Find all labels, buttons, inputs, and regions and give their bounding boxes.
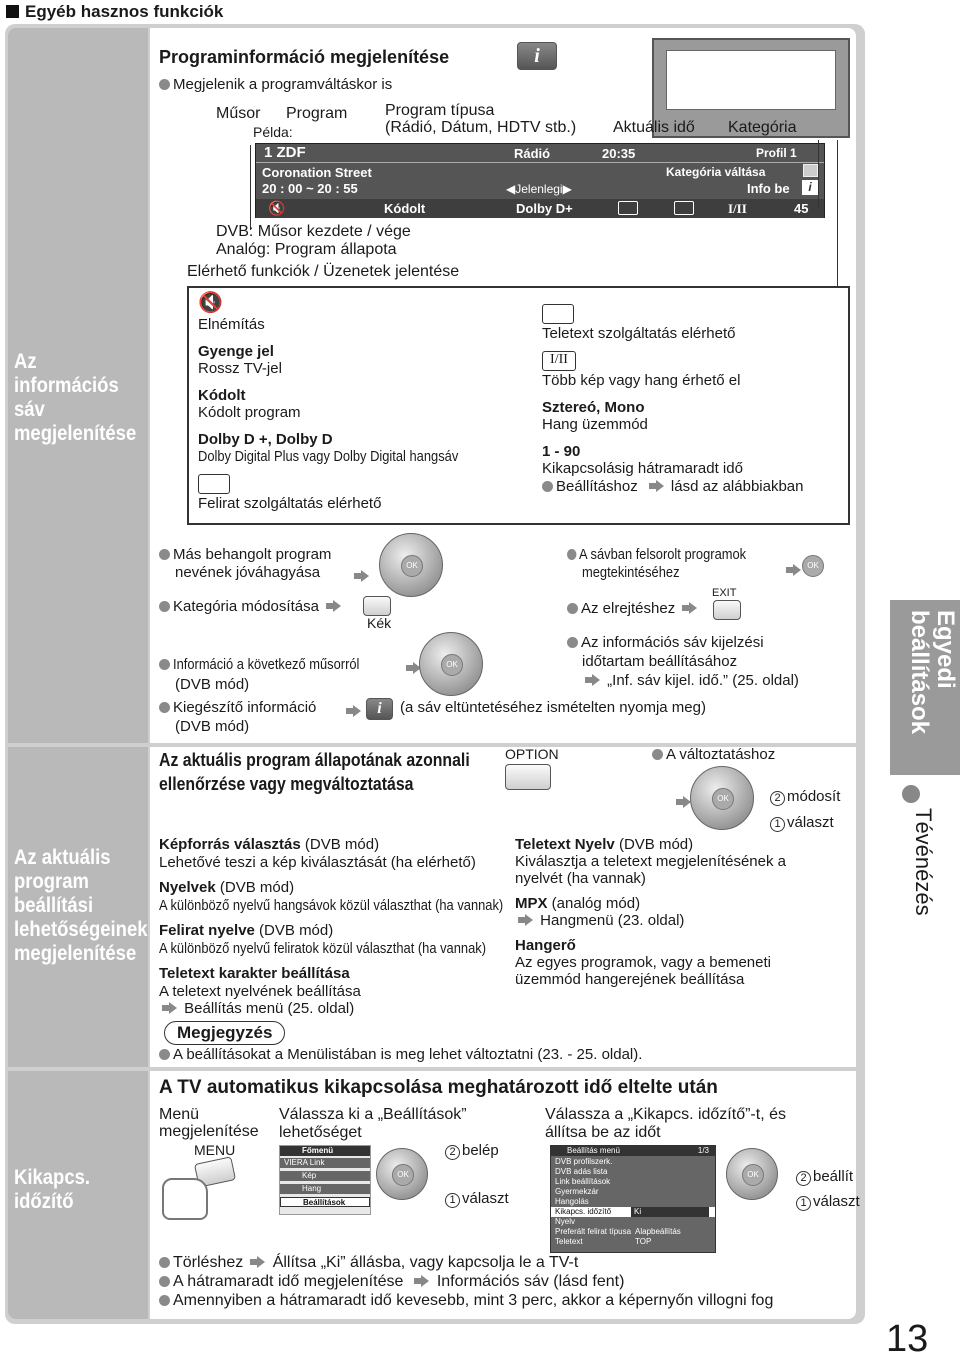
settings-row[interactable]: Gyermekzár: [555, 1187, 599, 1196]
nav-category: Kategória módosítása: [159, 598, 344, 615]
arrow-icon: [358, 568, 372, 586]
bar-dual: I/II: [728, 201, 747, 216]
bar-now: ◀Jelenlegi▶: [506, 182, 572, 196]
dpad-ok-2: OK: [419, 632, 483, 696]
bullet-remaining: A hátramaradt idő megjelenítése Információs sáv (lásd fent): [159, 1273, 624, 1291]
legend-dolby-title: Dolby D +, Dolby D: [198, 431, 333, 448]
bar-category-change: Kategória váltása: [666, 165, 766, 179]
dvb-note: DVB: Műsor kezdete / vége: [216, 223, 411, 240]
nav-duration-3: „Inf. sáv kijel. idő.” (25. oldal): [582, 672, 799, 689]
nav-extra-2: (DVB mód): [175, 718, 250, 735]
label-pelda: Példa:: [253, 124, 293, 140]
bar-program: 1 ZDF: [264, 144, 306, 161]
callout-line: [250, 145, 251, 230]
settings-row[interactable]: Link beállítások: [555, 1177, 611, 1186]
section3-title: A TV automatikus kikapcsolása meghatározott idő eltelte után: [159, 1077, 718, 1098]
enter-label: 2 belép: [445, 1142, 499, 1160]
step2-a: Válassza ki a „Beállítások”: [279, 1106, 467, 1123]
settings-row[interactable]: Nyelv: [555, 1217, 576, 1226]
nav-hide: Az elrejtéshez: [567, 600, 700, 617]
modify-label: 2 módosít: [770, 788, 840, 806]
main-menu-viera: VIERA Link: [280, 1158, 370, 1168]
bar-time: 20:35: [602, 146, 636, 161]
step3-a: Válassza a „Kikapcs. időzítő”-t, és: [545, 1106, 786, 1123]
step1-b: megjelenítése: [159, 1123, 259, 1140]
nav-extra: Kiegészítő információ: [159, 699, 316, 716]
shown-note: Megjelenik a programváltáskor is: [159, 76, 392, 93]
main-menu-title: Főmenü: [280, 1146, 370, 1156]
select-label-2: 1 választ: [445, 1190, 509, 1208]
section2-title-2: ellenőrzése vagy megváltoztatása: [159, 774, 414, 794]
blue-label: Kék: [367, 615, 392, 631]
blue-key-icon: [803, 164, 818, 177]
section-header: Egyéb hasznos funkciók: [6, 2, 223, 22]
settings-row[interactable]: Hangolás: [555, 1197, 589, 1206]
legend-multi: Több kép vagy hang érhető el: [542, 372, 741, 389]
nav-next-2: (DVB mód): [175, 676, 250, 693]
nav-other: Más behangolt program: [159, 546, 331, 563]
info-bar: [255, 143, 825, 218]
nav-list: A sávban felsorolt programok: [567, 546, 746, 563]
legend-subtitle: Felirat szolgáltatás elérhető: [198, 495, 382, 512]
bar-dolby: Dolby D+: [516, 201, 573, 216]
legend-weak-desc: Rossz TV-jel: [198, 360, 282, 377]
legend-stereo-desc: Hang üzemmód: [542, 416, 648, 433]
legend-stereo-title: Sztereó, Mono: [542, 399, 645, 416]
legend-teletext: Teletext szolgáltatás elérhető: [542, 325, 736, 342]
bar-profile: Profil 1: [756, 146, 797, 160]
dpad-ok-3: OK: [690, 766, 754, 830]
main-menu: [279, 1145, 371, 1215]
main-menu-settings[interactable]: Beállítások: [280, 1197, 370, 1207]
note-text: A beállításokat a Menülistában is meg lehet változtatni (23. - 25. oldal).: [159, 1046, 642, 1063]
select-label-3: 1 választ: [796, 1193, 860, 1211]
tab-title: Egyedi beállítások: [906, 610, 959, 735]
options-left: Képforrás választás (DVB mód) Lehetővé teszi a kép kiválasztását (ha elérhető) Nyelvek (DVB mód) A különböző nyelvű hangsávok közül választhat (ha vannak) Felirat nyelve (DVB mód) A különböző nyelvű feliratok közül választhat (ha vannak) Teletext karakter beállítása A teletext nyelvének beállítása Beállítás menü (25. oldal): [159, 836, 504, 1017]
legend-coded-title: Kódolt: [198, 387, 246, 404]
side-label-settings: Az aktuális program beállítási lehetőségeinek megjelenítése: [14, 846, 148, 965]
bar-teletext-icon: [674, 201, 694, 215]
ok-button: OK: [802, 555, 824, 577]
note-label: Megjegyzés: [164, 1021, 285, 1045]
tab-subtitle: Tévénézés: [911, 808, 936, 916]
label-type: Program típusa: [385, 102, 495, 119]
tab-dot: [902, 785, 920, 803]
dpad-ok-4: OK: [376, 1148, 428, 1200]
settings-row-pref[interactable]: Preferált felirat típusa Alapbeállítás: [555, 1227, 681, 1236]
page-number: 13: [886, 1318, 929, 1360]
bar-coded: Kódolt: [384, 201, 426, 216]
exit-button: [713, 600, 741, 620]
analog-note: Analóg: Program állapota: [216, 241, 397, 258]
select-label: 1 választ: [770, 814, 834, 832]
section2-title: Az aktuális program állapotának azonnali: [159, 750, 470, 770]
hand-icon: [162, 1178, 208, 1220]
label-type-examples: (Rádió, Dátum, HDTV stb.): [385, 119, 577, 136]
legend-teletext-icon: [542, 304, 574, 324]
side-label-timer: Kikapcs. időzítő: [14, 1166, 91, 1213]
side-label-info: Az információs sáv megjelenítése: [14, 350, 137, 445]
nav-next: Információ a következő műsorról: [159, 656, 390, 673]
label-program: Program: [286, 105, 348, 122]
settings-row[interactable]: DVB adás lista: [555, 1167, 608, 1176]
legend-subtitle-icon: [198, 474, 230, 494]
bullet-flash: Amennyiben a hátramaradt idő kevesebb, mint 3 perc, akkor a képernyőn villogni fog: [159, 1292, 773, 1310]
main-menu-picture: Kép: [280, 1171, 370, 1181]
dpad-ok-5: OK: [726, 1148, 778, 1200]
bar-info-icon: i: [802, 180, 818, 195]
menu-label: MENU: [194, 1142, 236, 1158]
label-musor: Műsor: [216, 105, 261, 122]
legend-coded-desc: Kódolt program: [198, 404, 301, 421]
arrow-icon: [350, 703, 364, 721]
nav-duration-2: időtartam beállításához: [582, 653, 738, 670]
settings-row[interactable]: DVB profilszerk.: [555, 1157, 613, 1166]
settings-row-timer[interactable]: Kikapcs. időzítő Ki: [551, 1207, 715, 1217]
bar-minutes: 45: [794, 201, 809, 216]
dpad-ok-1: OK: [379, 533, 443, 597]
settings-menu-title: Beállítás menü 1/3: [551, 1146, 715, 1156]
legend-dual-icon: I/II: [542, 351, 576, 371]
callout-line-right: [837, 140, 838, 290]
nav-list-2: megtekintéséhez: [582, 564, 680, 581]
nav-extra-note: (a sáv eltüntetéséhez ismételten nyomja meg): [400, 699, 706, 716]
step3-b: állítsa be az időt: [545, 1124, 661, 1141]
bar-radio: Rádió: [514, 146, 551, 161]
legend-mute-icon: 🔇: [198, 292, 223, 314]
callout-line-right2: [818, 140, 819, 208]
legend-range-desc: Kikapcsolásig hátramaradt idő: [542, 460, 743, 477]
section1-title: Programinformáció megjelenítése: [159, 47, 450, 67]
exit-label: EXIT: [712, 587, 737, 599]
bar-infobe: Info be: [747, 181, 790, 196]
info-key-small: i: [366, 698, 393, 720]
set-label: 2 beállít: [796, 1168, 853, 1186]
options-right: Teletext Nyelv (DVB mód) Kiválasztja a teletext megjelenítésének a nyelvét (ha vannak) MPX (analóg mód) Hangmenü (23. oldal) Hangerő Az egyes programok, vagy a bemeneti üzemmód hangerejének beállítása: [515, 836, 786, 988]
info-key: i: [517, 42, 557, 70]
step2-b: lehetőséget: [279, 1124, 362, 1141]
option-button: [505, 764, 551, 790]
label-category: Kategória: [728, 119, 797, 136]
blue-button: [363, 596, 391, 616]
nav-duration: Az információs sáv kijelzési: [567, 634, 764, 651]
change-label: A változtatáshoz: [652, 746, 775, 763]
legend-weak-title: Gyenge jel: [198, 343, 274, 360]
legend-mute: Elnémítás: [198, 316, 265, 333]
legend-range-title: 1 - 90: [542, 443, 581, 460]
step1-a: Menü: [159, 1106, 200, 1123]
settings-menu: [550, 1145, 716, 1253]
bullet-cancel: Törléshez Állítsa „Ki” állásba, vagy kapcsolja le a TV-t: [159, 1254, 578, 1272]
label-time: Aktuális idő: [613, 119, 695, 136]
legend-setting: Beállításhoz lásd az alábbiakban: [542, 478, 804, 495]
settings-row-ttx[interactable]: Teletext TOP: [555, 1237, 652, 1246]
legend-dolby-desc: Dolby Digital Plus vagy Dolby Digital hangsáv: [198, 448, 459, 465]
main-menu-sound: Hang: [280, 1184, 370, 1194]
nav-other-2: nevének jóváhagyása: [175, 564, 321, 581]
bar-mute-icon: 🔇: [268, 200, 286, 216]
avail-note: Elérhető funkciók / Üzenetek jelentése: [187, 263, 460, 280]
bar-hours: 20 : 00 ~ 20 : 55: [262, 181, 358, 196]
bar-title: Coronation Street: [262, 165, 372, 180]
bar-subtitle-icon: [618, 201, 638, 215]
option-label: OPTION: [505, 746, 559, 762]
